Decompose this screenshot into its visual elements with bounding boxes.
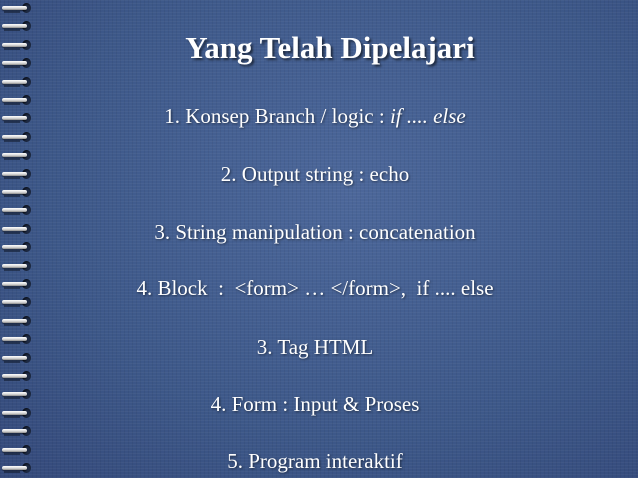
list-item-konsep-branch xyxy=(60,104,570,129)
list-item-tag-html: 3. Tag HTML xyxy=(256,335,374,359)
list-item-form: 4. Form : Input & Proses xyxy=(210,392,420,416)
list-item-output-string: 2. Output string : echo xyxy=(220,162,410,186)
list-item-text: 1. Konsep Branch / logic : xyxy=(164,104,390,128)
slide-title: Yang Telah Dipelajari xyxy=(185,30,475,65)
list-item-program-interaktif: 5. Program interaktif xyxy=(227,449,403,473)
list-item-italic: if .... else xyxy=(389,104,466,128)
list-item-block: 4. Block : <form> … </form>, if .... else xyxy=(136,276,494,300)
list-item-string-manipulation: 3. String manipulation : concatenation xyxy=(154,220,476,244)
